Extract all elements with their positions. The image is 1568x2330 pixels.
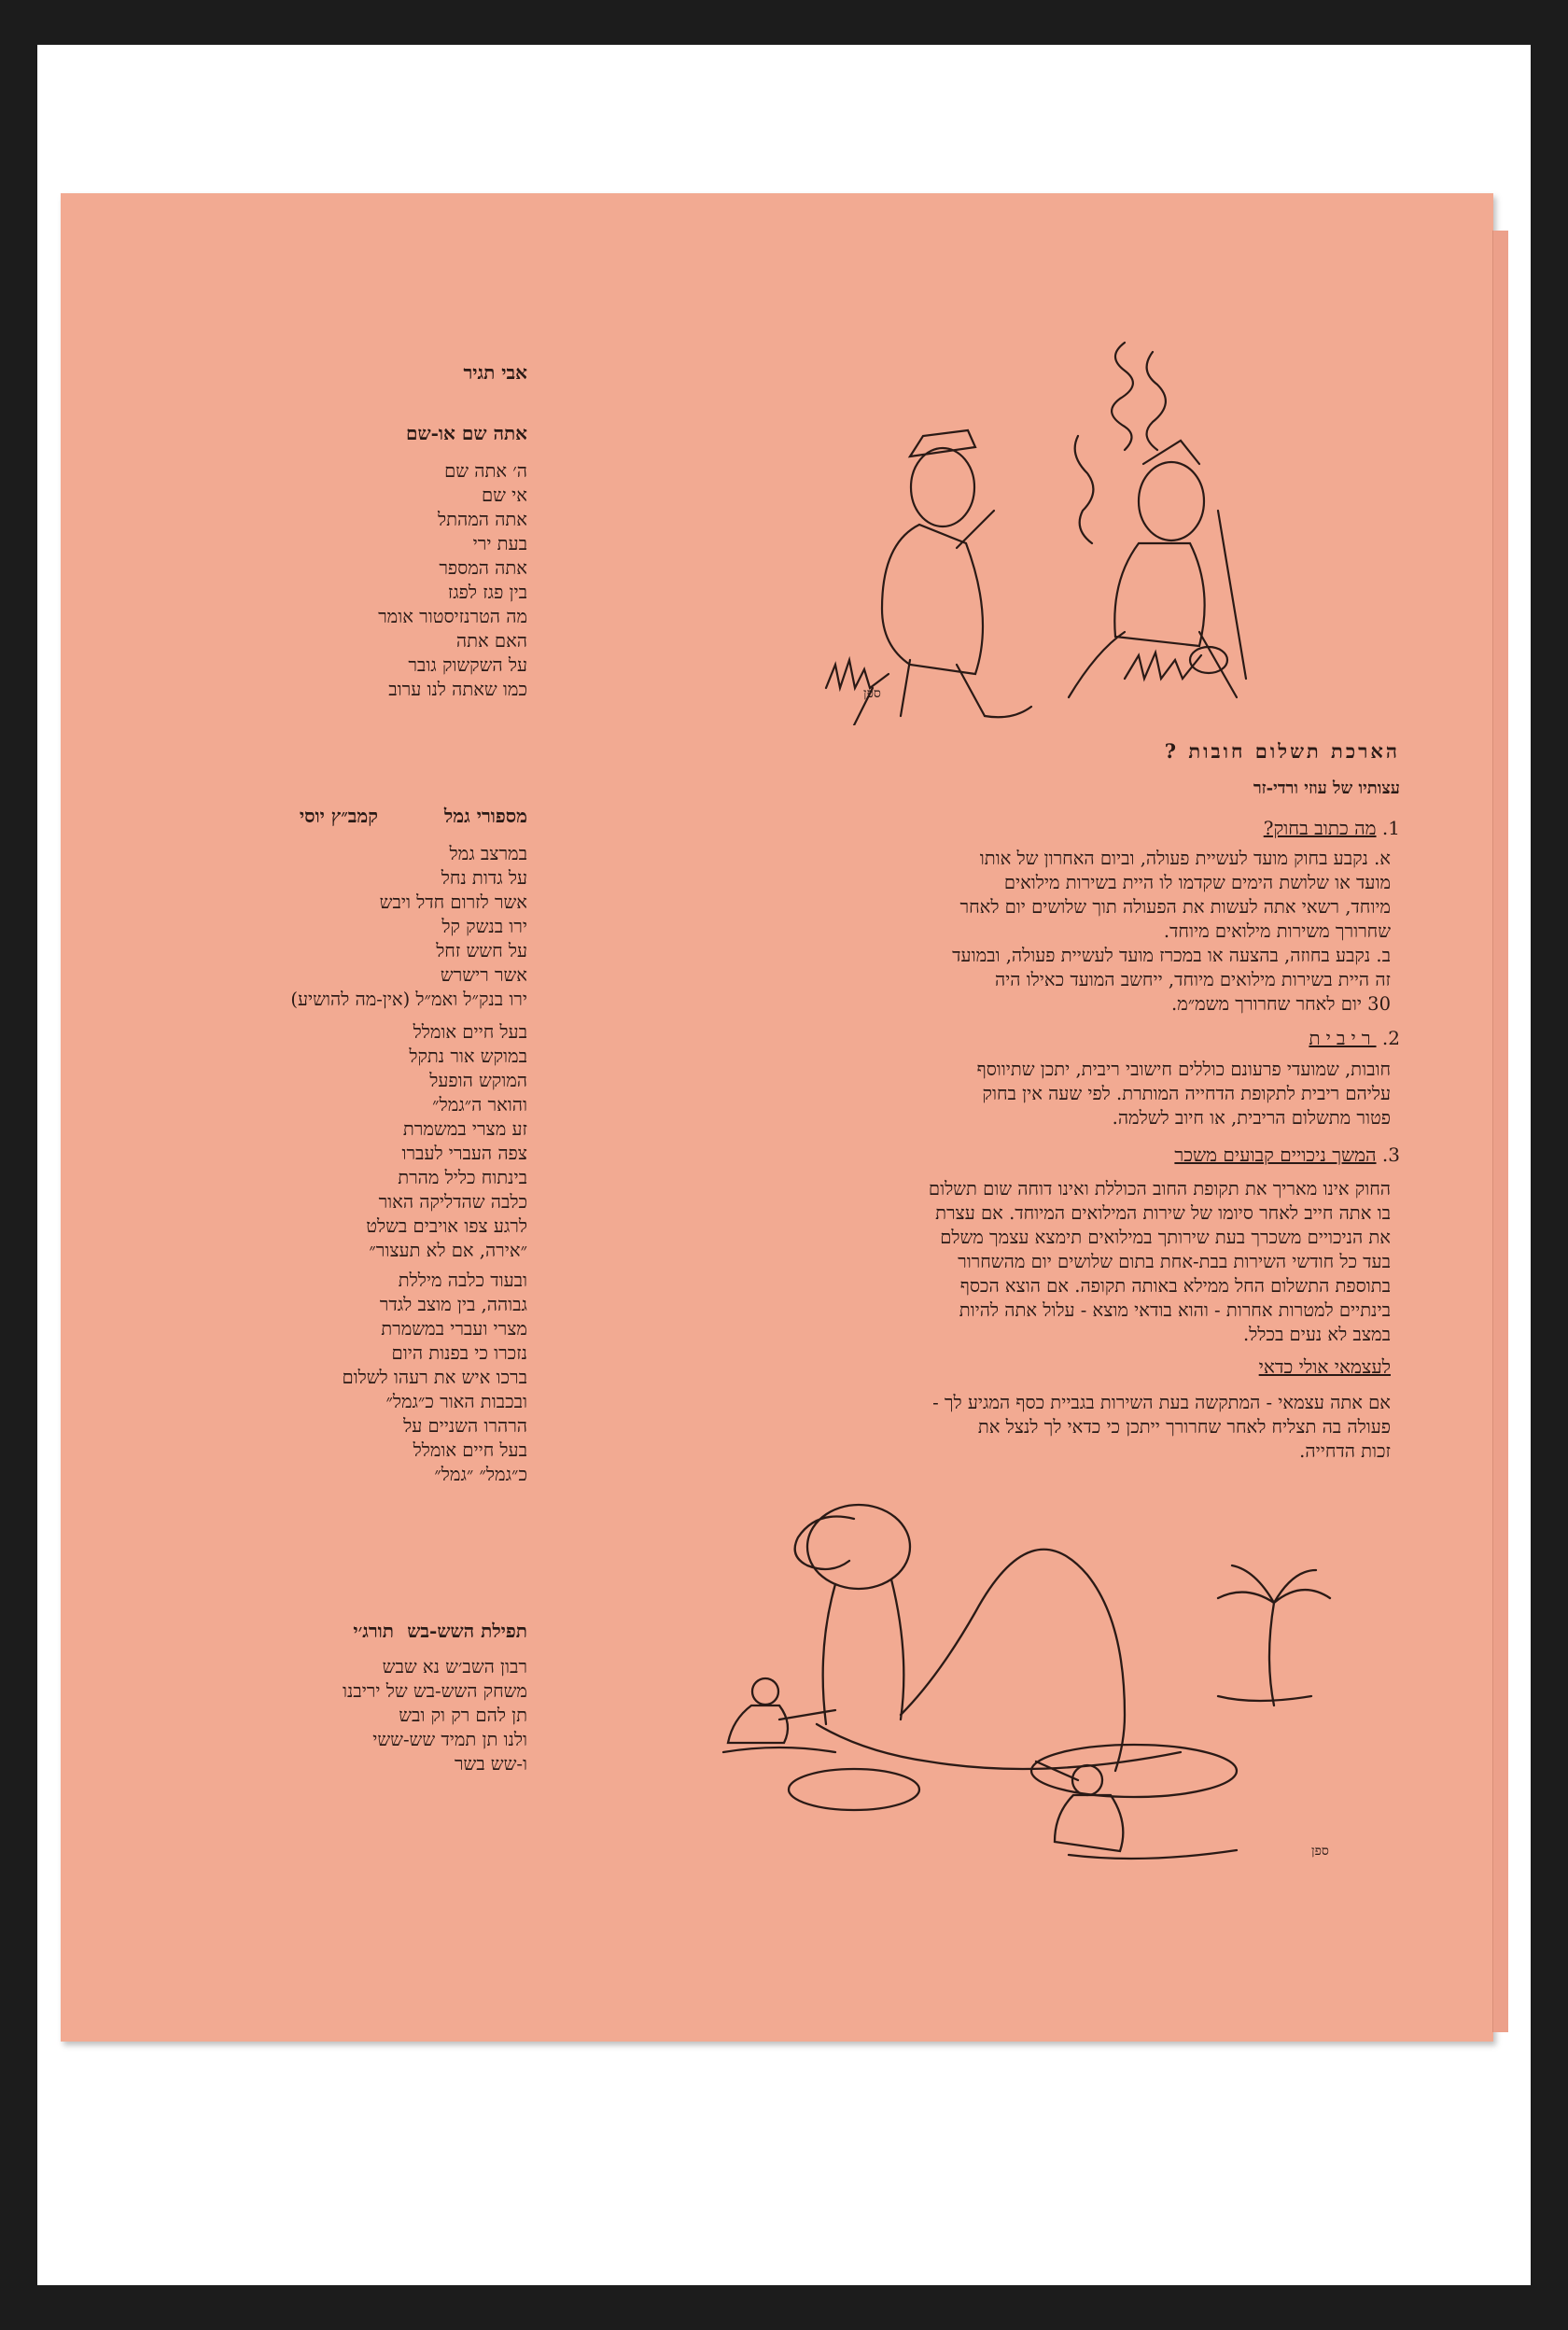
poem-line: בין פגז לפגז (447, 582, 527, 603)
main-heading: הארכת תשלום חובות ? (1164, 739, 1400, 763)
poem-line: רבון השב׳ש נא שבש (382, 1656, 527, 1677)
poem-line: בעל חיים אומלל (413, 1021, 527, 1043)
paragraph-line: אם אתה עצמאי - המתקשה בעת השירות בגביית כסף המגיע לך - (932, 1392, 1391, 1413)
paragraph-line: מיוחד, רשאי אתה לעשות את הפעולה תוך שלושים יום לאחר (959, 896, 1391, 918)
poem-line: לרגע צפו אויבים בשלט (366, 1215, 527, 1237)
poem-line: והואר ה״גמל״ (432, 1094, 527, 1116)
paragraph-line: 30 יום לאחר שחרורך משמ״מ. (1171, 993, 1391, 1015)
paragraph-line: ב. נקבע בחוזה, בהצעה או במכרז מועד לעשיית פעולה, ובמועד (952, 945, 1391, 966)
poem-line: במוקש אור נתקל (409, 1046, 527, 1067)
poem-line: אשר לזרום חדל ויבש (379, 891, 527, 913)
poem-line: בעת ירי (472, 533, 527, 554)
poem-line: ובכבות האור כ״גמל״ (385, 1391, 527, 1412)
advice-text (932, 1391, 1391, 1464)
section2-title: ריבית (1309, 1027, 1377, 1049)
paragraph-line: פטור מתשלום הריבית, או חיוב לשלמה. (1112, 1107, 1391, 1129)
poem-line: האם אתה (455, 630, 527, 652)
paragraph-line: שחרורך משירות מילואים מיוחד. (1163, 920, 1391, 942)
poem-line: הרהרו השניים על (403, 1415, 527, 1437)
poem2-stanza3 (342, 1269, 527, 1487)
section1-header (1264, 817, 1400, 840)
paragraph-line: זכות הדחייה. (1299, 1440, 1391, 1462)
subheading: עצותיו של עוזי ורדי-זר (1253, 779, 1400, 798)
poem3-title: תפילת השש-בש (407, 1620, 527, 1642)
poem-line: על חשש זחל (436, 940, 527, 961)
section3-title: המשך ניכויים קבועים משכר (1174, 1144, 1377, 1166)
poem-line: ירו בנק״ל ואמ״ל (אין-מה להושיע) (290, 989, 527, 1010)
poem-line: ״אירה, אם לא תעצור״ (369, 1240, 527, 1261)
advice-title: לעצמאי אולי כדאי (1258, 1355, 1391, 1378)
paragraph-line: בעד כל חודשי השירות בבת-אחת בתום שלושים יום מהשחרור (958, 1251, 1391, 1272)
section2-text (977, 1058, 1391, 1130)
section3-header (1174, 1144, 1400, 1167)
poem2-stanza2 (366, 1020, 527, 1263)
poem-line: מצרי ועברי במשמרת (381, 1318, 527, 1340)
sheet-edge (1492, 231, 1508, 2032)
paragraph-line: עליהם ריבית לתקופת הדחייה המותרת. לפי שעה אין בחוק (982, 1083, 1391, 1104)
section3-number: 3. (1381, 1144, 1400, 1166)
paragraph-line: מועד או שלושת הימים שקדמו לו היית בשירות מילואים (1003, 872, 1391, 893)
section1-item-a (960, 847, 1392, 944)
poem-line: ו-שש בשר (454, 1753, 527, 1775)
poem-line: במרצב גמל (449, 843, 527, 864)
section2-header (1309, 1027, 1400, 1050)
section3-text (929, 1177, 1391, 1347)
poem-line: נזכרו כי בפנות היום (391, 1342, 527, 1364)
poem3-author: תורג׳י (353, 1620, 394, 1642)
paragraph-line: החוק אינו מאריך את תקופת החוב הכוללת ואינו דוחה שום תשלום (928, 1178, 1391, 1200)
poem-line: אתה המספר (439, 557, 527, 579)
paragraph-line: במצב לא נעים בכלל. (1242, 1324, 1391, 1345)
two-soldiers-illustration (770, 324, 1311, 725)
poem2-author: קמב״ץ יוסי (299, 805, 378, 827)
poem-line: על גדות נחל (441, 867, 527, 889)
paragraph-line: בו אתה חייב לאחר סיומו של שירות המילואים המיוחד. אם עצרת (935, 1202, 1391, 1224)
section2-number: 2. (1381, 1027, 1400, 1049)
poem-line: ולנו תן תמיד שש-ששי (372, 1729, 527, 1750)
bottom-illustration-signature: ספן (1311, 1844, 1329, 1859)
poem2-title: מספורי גמל (443, 805, 527, 827)
poem-line: כ״גמל״ ״גמל״ (434, 1464, 527, 1485)
section1-title: מה כתוב בחוק? (1263, 817, 1377, 839)
poem-line: ברכו איש את רעהו לשלום (342, 1367, 527, 1388)
paragraph-line: זה היית בשירות מילואים מיוחד, ייחשב המועד כאילו היה (994, 969, 1391, 990)
poem-line: כלבה שהדליקה האור (378, 1191, 527, 1213)
poem-line: מה הטרנזיסטור אומר (378, 606, 527, 627)
poem-line: זע מצרי במשמרת (402, 1118, 527, 1140)
poem3-body (343, 1655, 527, 1776)
poem-line: בינתוח כליל מהרת (398, 1167, 527, 1188)
paragraph-line: א. נקבע בחוק מועד לעשיית פעולה, וביום האחרון של אותו (979, 848, 1391, 869)
poem1-body (378, 459, 527, 702)
author-top: אבי תגיר (463, 361, 527, 384)
poem-line: ובעוד כלבה מיללת (398, 1270, 527, 1291)
poem-line: ירו בנשק קל (441, 916, 527, 937)
poem-line: אי שם (482, 484, 527, 506)
poem-line: אשר רישרש (440, 964, 527, 986)
poem-line: אתה המהתל (437, 509, 527, 530)
poem2-stanza1 (290, 842, 527, 1012)
poem1-title: אתה שם או-שם (405, 422, 527, 444)
section1-number: 1. (1381, 817, 1400, 839)
poem-line: תן להם רק וק ובש (399, 1705, 527, 1726)
poem-line: משחק השש-בש של יריבנו (342, 1680, 527, 1702)
poem-line: גבוהה, בין מוצב לגדר (379, 1294, 527, 1315)
paragraph-line: חובות, שמועדי פרעונם כוללים חישובי ריבית, יתכן שתיווסף (976, 1059, 1391, 1080)
paragraph-line: פעולה בה תצליח לאחר שחרורך ייתכן כי כדאי לך לנצל את (977, 1416, 1391, 1438)
poem-line: כמו שאתה לנו ערוב (388, 679, 527, 700)
top-illustration-signature: ספן (863, 686, 881, 701)
paragraph-line: את הניכויים משכרך בעת שירותך במילואים תימצא עצמך משלם (940, 1227, 1391, 1248)
camel-soldiers-illustration (714, 1481, 1349, 1874)
poem-line: צפה העברי לעברו (401, 1143, 527, 1164)
poem-line: על השקשוק גובר (408, 654, 527, 676)
advice-header (1259, 1355, 1391, 1379)
paragraph-line: בינתיים למטרות אחרות - והוא בודאי מוצא - עלול אתה להיות (959, 1299, 1391, 1321)
poem-line: המוקש הופעל (429, 1070, 527, 1091)
section1-item-b (952, 944, 1391, 1017)
document-sheet (61, 193, 1493, 2042)
poem-line: ה׳ אתה שם (444, 460, 527, 482)
poem-line: בעל חיים אומלל (413, 1439, 527, 1461)
paragraph-line: בתוספת התשלום החל ממילא באותה תקופה. אם הוצא הכסף (959, 1275, 1391, 1297)
